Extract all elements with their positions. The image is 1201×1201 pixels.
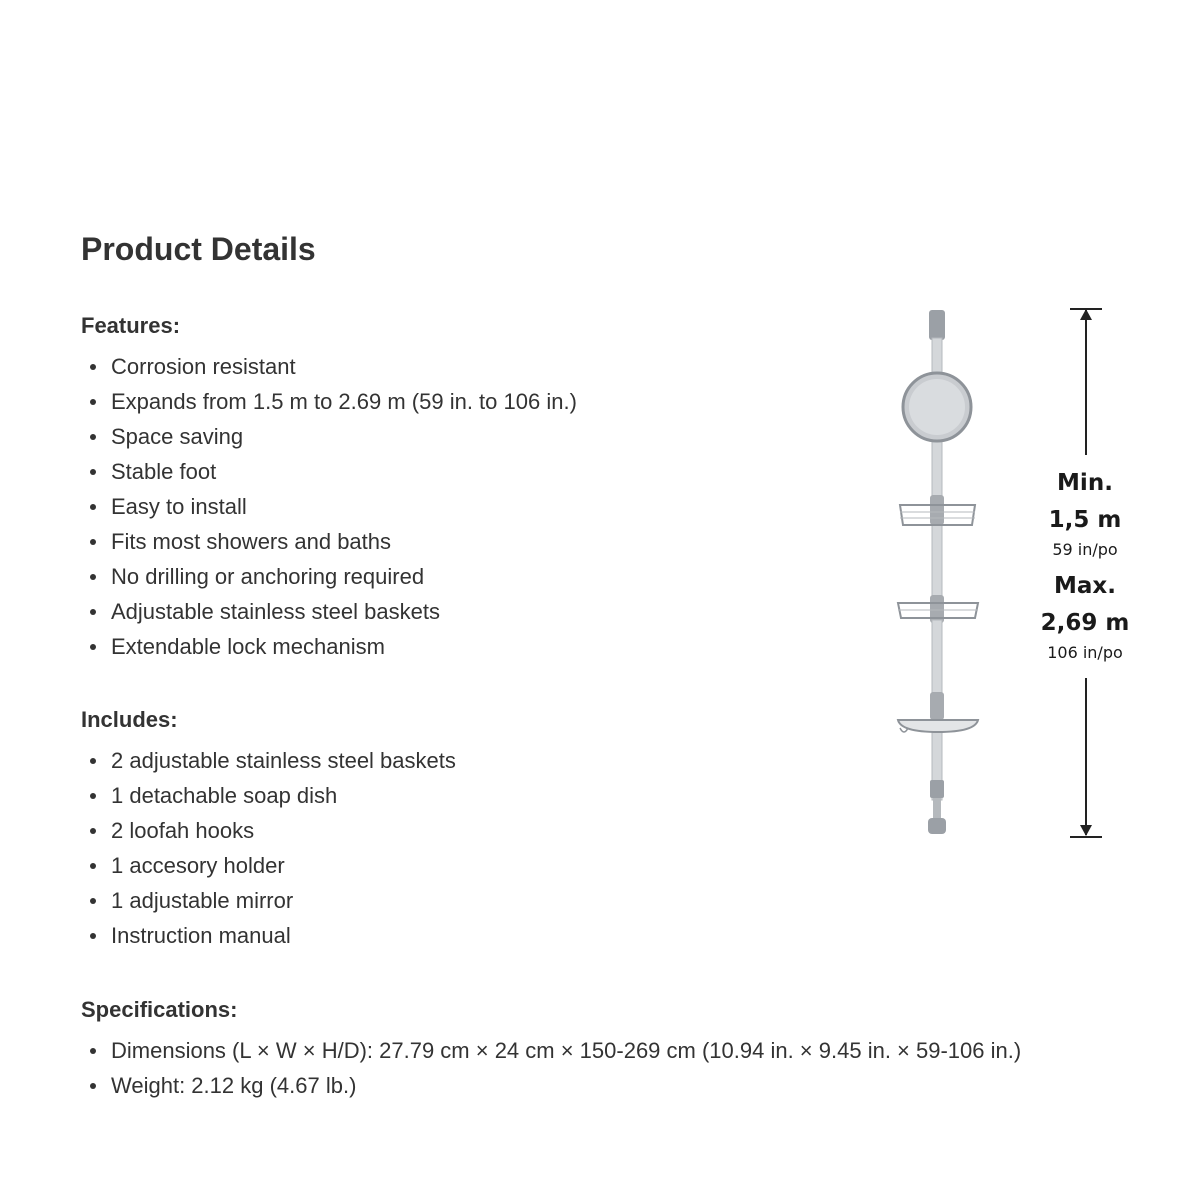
list-item: Expands from 1.5 m to 2.69 m (59 in. to 106 in.) [81,384,577,419]
min-imperial: 59 in/po [1052,540,1118,559]
features-section [81,314,577,664]
max-imperial: 106 in/po [1047,643,1123,662]
list-item: 2 adjustable stainless steel baskets [81,743,456,778]
list-item: Adjustable stainless steel baskets [81,594,577,629]
top-cap [929,310,945,340]
basket-icon [898,595,978,623]
max-label: Max. [1054,573,1116,599]
list-item: Extendable lock mechanism [81,629,577,664]
max-metric: 2,69 m [1040,610,1130,636]
min-metric: 1,5 m [1048,507,1122,533]
specifications-heading: Specifications: [81,997,238,1022]
list-item: Fits most showers and baths [81,524,577,559]
list-item: Instruction manual [81,918,456,953]
shower-caddy-illustration [880,300,1000,860]
includes-section [81,708,456,953]
list-item: Space saving [81,419,577,454]
min-label: Min. [1057,470,1113,496]
includes-list [81,743,456,953]
list-item: Weight: 2.12 kg (4.67 lb.) [81,1068,1021,1103]
foot-cap [928,818,946,834]
specifications-section [81,998,1021,1103]
soap-dish-icon [898,692,978,732]
specifications-list [81,1033,1021,1103]
dimension-arrow [1030,300,1140,840]
list-item: Stable foot [81,454,577,489]
basket-icon [900,495,975,525]
list-item: 1 detachable soap dish [81,778,456,813]
list-item: Easy to install [81,489,577,524]
page-title: Product Details [81,231,316,267]
features-heading: Features: [81,313,181,338]
dimension-callout [1030,300,1140,840]
includes-heading: Includes: [81,707,178,732]
list-item: 1 accesory holder [81,848,456,883]
list-item: Dimensions (L × W × H/D): 27.79 cm × 24 cm × 150-269 cm (10.94 in. × 9.45 in. × 59-106 in.) [81,1033,1021,1068]
list-item: 2 loofah hooks [81,813,456,848]
list-item: Corrosion resistant [81,349,577,384]
lock-mechanism [930,780,944,798]
features-list [81,349,577,664]
list-item: 1 adjustable mirror [81,883,456,918]
foot-pole [933,798,941,818]
list-item: No drilling or anchoring required [81,559,577,594]
